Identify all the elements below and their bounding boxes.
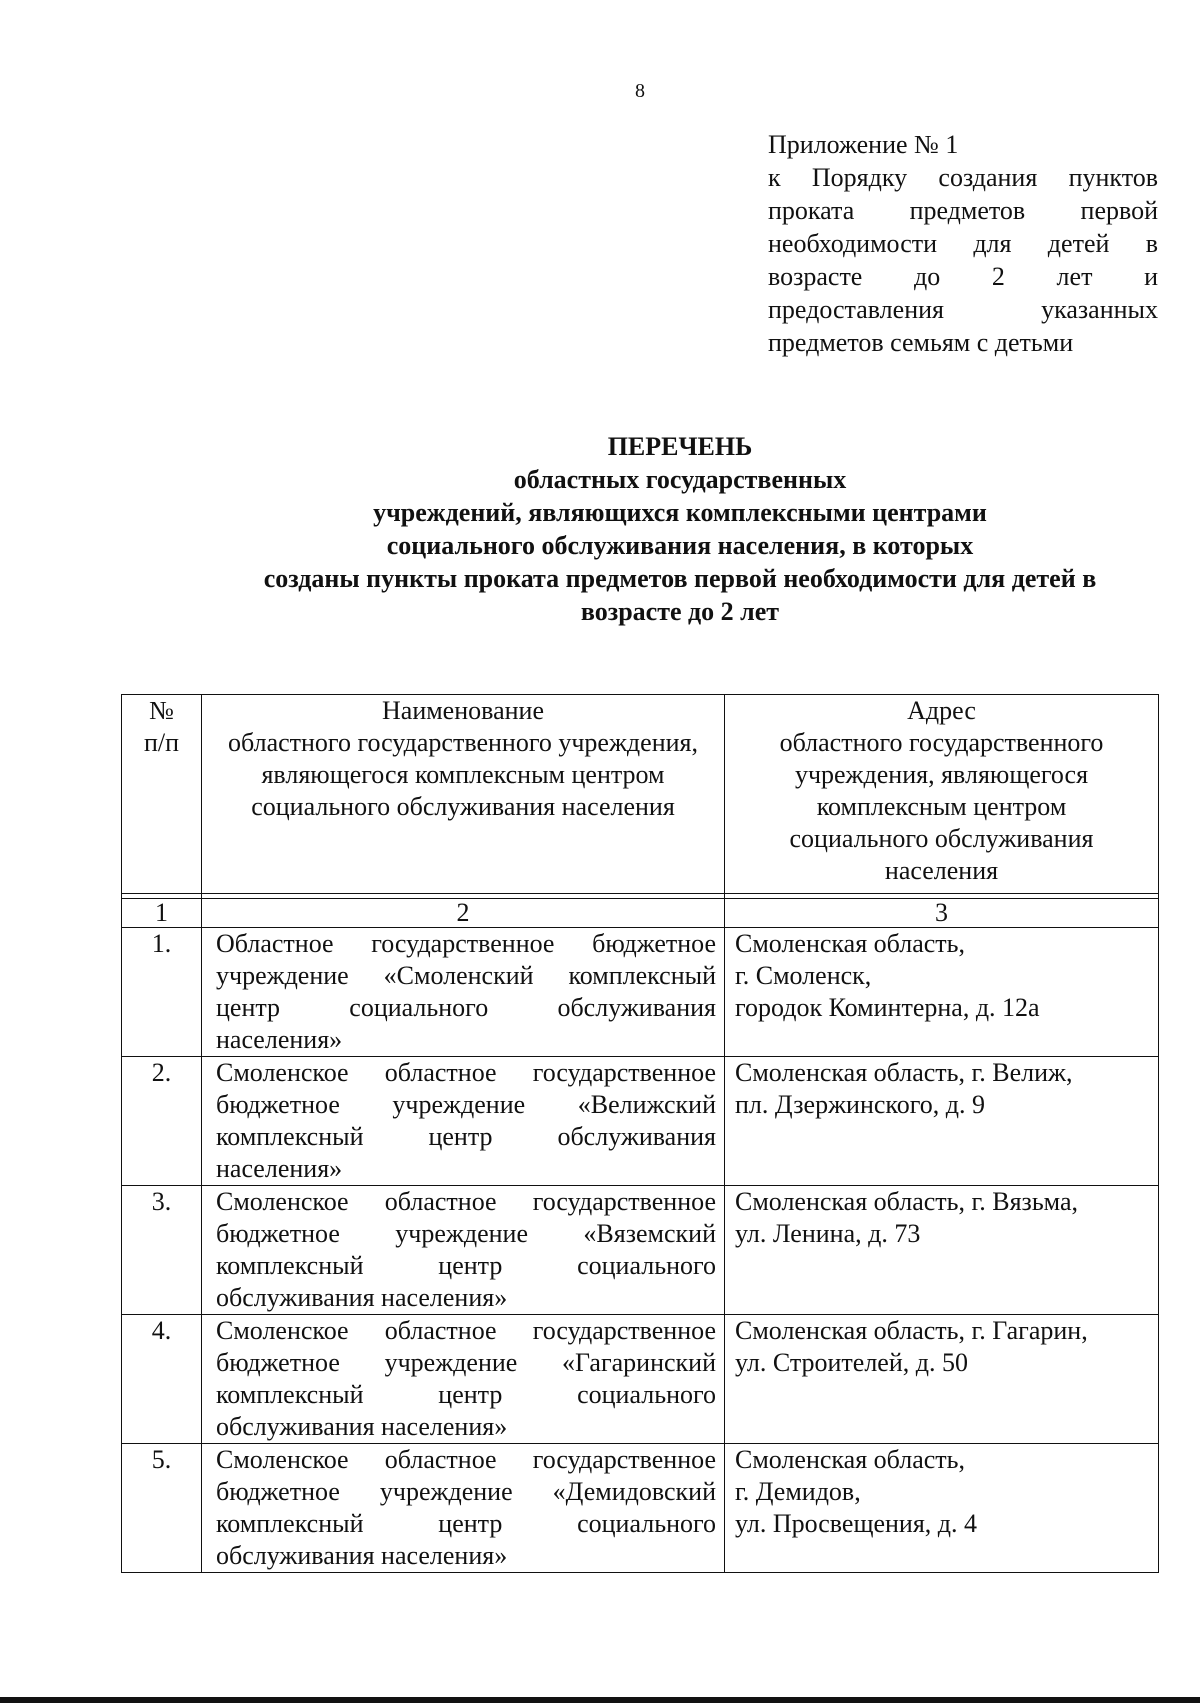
address-line: пл. Дзержинского, д. 9 xyxy=(735,1090,985,1119)
address-line: Смоленская область, xyxy=(735,929,966,958)
address-line: Смоленская область, г. Гагарин, xyxy=(735,1316,1088,1345)
header-address-line: учреждения, являющегося xyxy=(794,760,1089,789)
institution-name: Смоленское областное государственное бюджетное учреждение «Велижский комплексный центр обслуживания населения» xyxy=(202,1057,725,1186)
address-line: г. Смоленск, xyxy=(735,961,872,990)
column-number: 1 xyxy=(122,899,202,928)
institutions-table xyxy=(121,694,1159,1573)
table-header-row xyxy=(122,695,1159,894)
header-num-line: № xyxy=(149,696,174,725)
page-number: 8 xyxy=(635,80,645,102)
heading-title: ПЕРЕЧЕНЬ xyxy=(607,432,753,461)
column-number: 2 xyxy=(202,899,725,928)
row-number: 3. xyxy=(122,1186,202,1315)
institution-address xyxy=(725,1186,1159,1315)
institution-address xyxy=(725,1444,1159,1573)
address-line: ул. Ленина, д. 73 xyxy=(735,1219,921,1248)
appendix-line: предоставления указанных xyxy=(768,295,1158,324)
address-line: г. Демидов, xyxy=(735,1477,861,1506)
document-heading xyxy=(100,430,1200,628)
appendix-line: к Порядку создания пунктов xyxy=(768,163,1158,192)
appendix-title: Приложение № 1 xyxy=(768,130,959,159)
column-number: 3 xyxy=(725,899,1159,928)
header-address xyxy=(725,695,1159,894)
address-line: ул. Просвещения, д. 4 xyxy=(735,1509,978,1538)
table-row xyxy=(122,1057,1159,1186)
institution-name: Смоленское областное государственное бюджетное учреждение «Гагаринский комплексный центр социального обслуживания населения» xyxy=(202,1315,725,1444)
column-numbers-row xyxy=(122,899,1159,928)
institution-address xyxy=(725,1057,1159,1186)
institution-name: Смоленское областное государственное бюджетное учреждение «Демидовский комплексный центр социального обслуживания населения» xyxy=(202,1444,725,1573)
address-line: ул. Строителей, д. 50 xyxy=(735,1348,968,1377)
appendix-line: проката предметов первой xyxy=(768,196,1158,225)
header-name-line: являющегося комплексным центром xyxy=(261,760,665,789)
header-address-line: областного государственного xyxy=(779,728,1104,757)
address-line: Смоленская область, г. Велиж, xyxy=(735,1058,1073,1087)
header-num-line: п/п xyxy=(143,728,180,757)
row-number: 2. xyxy=(122,1057,202,1186)
header-name-line: социального обслуживания населения xyxy=(251,792,675,821)
address-line: Смоленская область, г. Вязьма, xyxy=(735,1187,1078,1216)
header-address-line: Адрес xyxy=(907,696,976,725)
institution-name: Областное государственное бюджетное учреждение «Смоленский комплексный центр социального обслуживания населения» xyxy=(202,928,725,1057)
row-number: 4. xyxy=(122,1315,202,1444)
appendix-line: необходимости для детей в xyxy=(768,229,1158,258)
table-row xyxy=(122,1444,1159,1573)
heading-line: учреждений, являющихся комплексными центрами xyxy=(373,498,987,527)
header-name xyxy=(202,695,725,894)
institution-name: Смоленское областное государственное бюджетное учреждение «Вяземский комплексный центр социального обслуживания населения» xyxy=(202,1186,725,1315)
address-line: городок Коминтерна, д. 12а xyxy=(735,993,1040,1022)
heading-line: возрасте до 2 лет xyxy=(580,597,780,626)
address-line: Смоленская область, xyxy=(735,1445,966,1474)
header-name-line: Наименование xyxy=(382,696,544,725)
appendix-line: возрасте до 2 лет и xyxy=(768,262,1158,291)
heading-line: областных государственных xyxy=(513,465,847,494)
header-address-line: социального обслуживания xyxy=(789,824,1094,853)
header-address-line: населения xyxy=(884,856,999,885)
institution-address xyxy=(725,1315,1159,1444)
page-bottom-rule xyxy=(0,1697,1200,1703)
table-row xyxy=(122,1315,1159,1444)
header-address-line: комплексным центром xyxy=(816,792,1067,821)
header-num xyxy=(122,695,202,894)
table-row xyxy=(122,928,1159,1057)
header-name-line: областного государственного учреждения, xyxy=(228,728,698,757)
heading-line: созданы пункты проката предметов первой необходимости для детей в xyxy=(263,564,1097,593)
appendix-line: предметов семьям с детьми xyxy=(768,328,1074,357)
row-number: 1. xyxy=(122,928,202,1057)
table-row xyxy=(122,1186,1159,1315)
row-number: 5. xyxy=(122,1444,202,1573)
institution-address xyxy=(725,928,1159,1057)
appendix-block xyxy=(768,128,1158,359)
heading-line: социального обслуживания населения, в которых xyxy=(386,531,974,560)
